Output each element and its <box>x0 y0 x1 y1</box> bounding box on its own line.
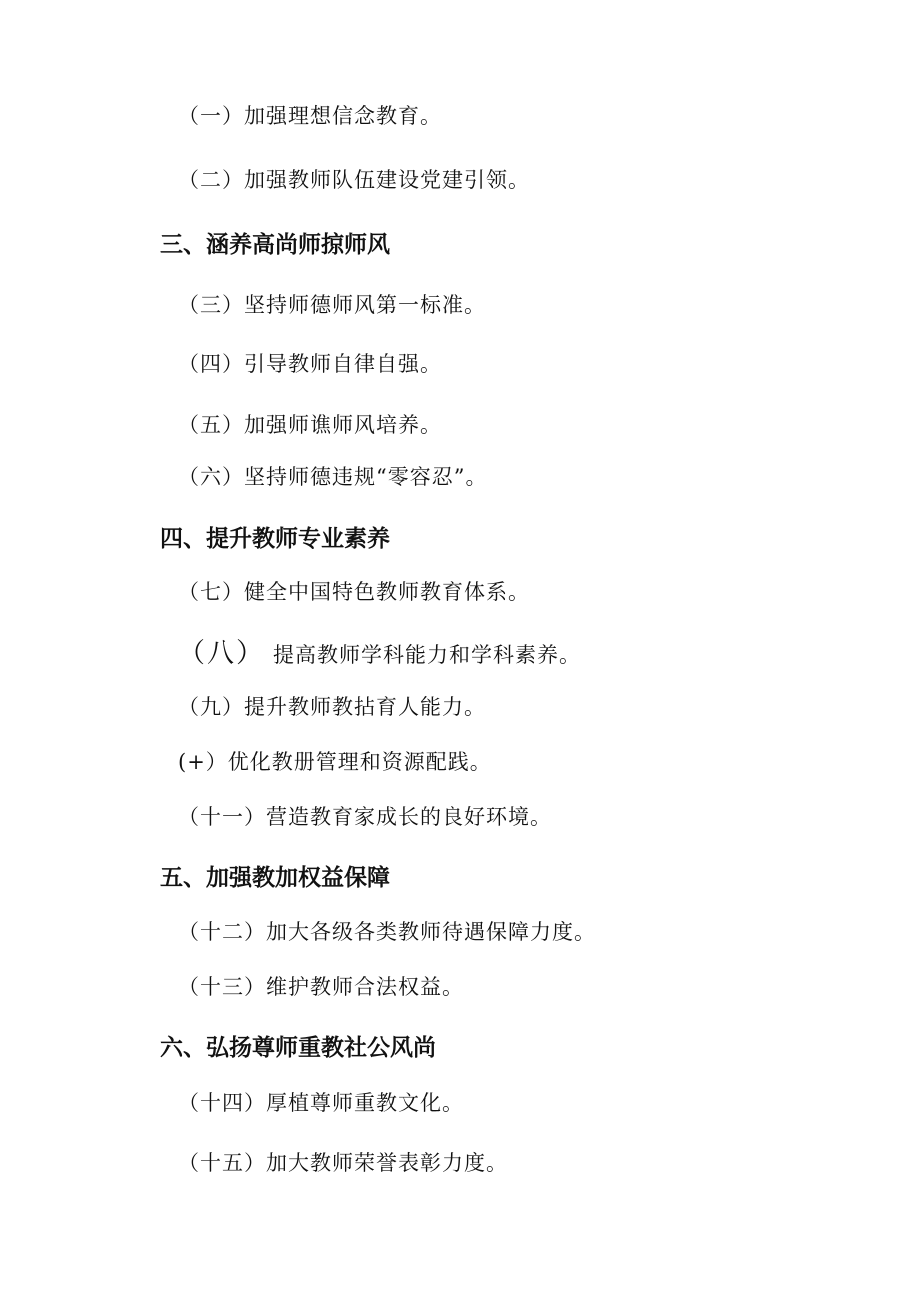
item-12: （十二）加大各级各类教师待遇保障力度。 <box>178 920 596 944</box>
section-heading-5: 五、加强教加权益保障 <box>160 865 390 891</box>
item-6: （六）坚持师德违规“零容忍”。 <box>178 465 488 489</box>
section-heading-3: 三、涵养高尚师掠师风 <box>160 232 390 258</box>
item-8 <box>178 640 581 667</box>
item-4: （四）引导教师自律自强。 <box>178 352 442 376</box>
section-heading-6: 六、弘扬尊师重教社公风尚 <box>160 1035 436 1061</box>
item-9: （九）提升教师教拈育人能力。 <box>178 695 486 719</box>
item-2: （二）加强教师队伍建设党建引领。 <box>178 168 530 192</box>
item-15: （十五）加大教师荣誉表彰力度。 <box>178 1151 508 1175</box>
item-1: （一）加强理想信念教育。 <box>178 104 442 128</box>
section-heading-4: 四、提升教师专业素养 <box>160 526 390 552</box>
item-8-number: （八） <box>178 638 265 669</box>
item-13: （十三）维护教师合法权益。 <box>178 975 464 999</box>
item-10: (+）优化教册管理和资源配践。 <box>178 750 492 774</box>
item-5: （五）加强师谯师风培养。 <box>178 413 442 437</box>
item-3: （三）坚持师德师风第一标准。 <box>178 293 486 317</box>
item-8-text: 提高教师学科能力和学科素养。 <box>273 643 581 667</box>
item-7: （七）健全中国特色教师教育体系。 <box>178 580 530 604</box>
item-14: （十四）厚植尊师重教文化。 <box>178 1091 464 1115</box>
item-11: （十一）营造教育家成长的良好环境。 <box>178 805 552 829</box>
